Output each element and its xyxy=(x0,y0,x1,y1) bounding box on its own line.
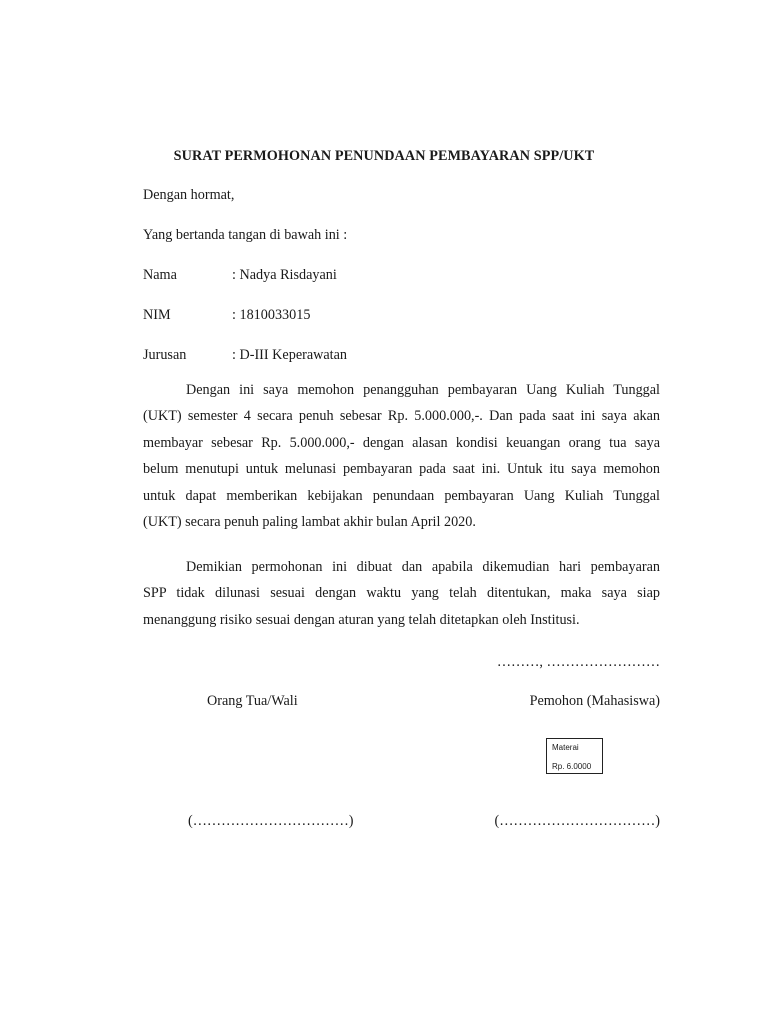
paragraph-line: Dengan ini saya memohon penangguhan pembayaran Uang Kuliah Tunggal xyxy=(186,382,660,398)
paragraph-line: SPP tidak dilunasi sesuai dengan waktu yang telah ditentukan, maka saya siap xyxy=(143,585,660,602)
signature-line-applicant: (……………………………) xyxy=(494,813,660,829)
field-value-nama: : Nadya Risdayani xyxy=(232,267,337,283)
paragraph-line: Demikian permohonan ini dibuat dan apabila dikemudian hari pembayaran xyxy=(186,559,660,575)
intro-text: Yang bertanda tangan di bawah ini : xyxy=(143,227,348,243)
materai-stamp-box xyxy=(546,738,603,774)
place-date-line: ………, …………………… xyxy=(496,654,660,670)
field-label-nim: NIM xyxy=(143,307,171,323)
paragraph-line: (UKT) semester 4 secara penuh sebesar Rp. 5.000.000,-. Dan pada saat ini saya akan xyxy=(143,408,660,425)
paragraph-line: membayar sebesar Rp. 5.000.000,- dengan alasan kondisi keuangan orang tua saya xyxy=(143,434,660,451)
letter-title: SURAT PERMOHONAN PENUNDAAN PEMBAYARAN SPP/UKT xyxy=(173,148,595,164)
paragraph-closing xyxy=(143,554,660,633)
paragraph-line: menanggung risiko sesuai dengan aturan yang telah ditetapkan oleh Institusi. xyxy=(143,611,580,628)
signature-label-applicant: Pemohon (Mahasiswa) xyxy=(529,693,660,709)
field-value-jurusan: : D-III Keperawatan xyxy=(232,347,348,363)
paragraph-line: belum menutupi untuk melunasi pembayaran pada saat ini. Untuk itu saya memohon xyxy=(143,461,660,478)
signature-line-parent: (……………………………) xyxy=(188,813,354,829)
stamp-amount: Rp. 6.0000 xyxy=(552,762,592,771)
signature-label-parent: Orang Tua/Wali xyxy=(207,693,298,709)
field-label-nama: Nama xyxy=(143,267,177,283)
paragraph-line: (UKT) secara penuh paling lambat akhir bulan April 2020. xyxy=(143,513,476,530)
paragraph-line: untuk dapat memberikan kebijakan penundaan pembayaran Uang Kuliah Tunggal xyxy=(143,487,660,504)
field-label-jurusan: Jurusan xyxy=(143,347,187,363)
field-value-nim: : 1810033015 xyxy=(232,307,311,323)
greeting: Dengan hormat, xyxy=(143,187,235,203)
paragraph-request xyxy=(143,377,660,535)
stamp-label: Materai xyxy=(552,743,579,752)
